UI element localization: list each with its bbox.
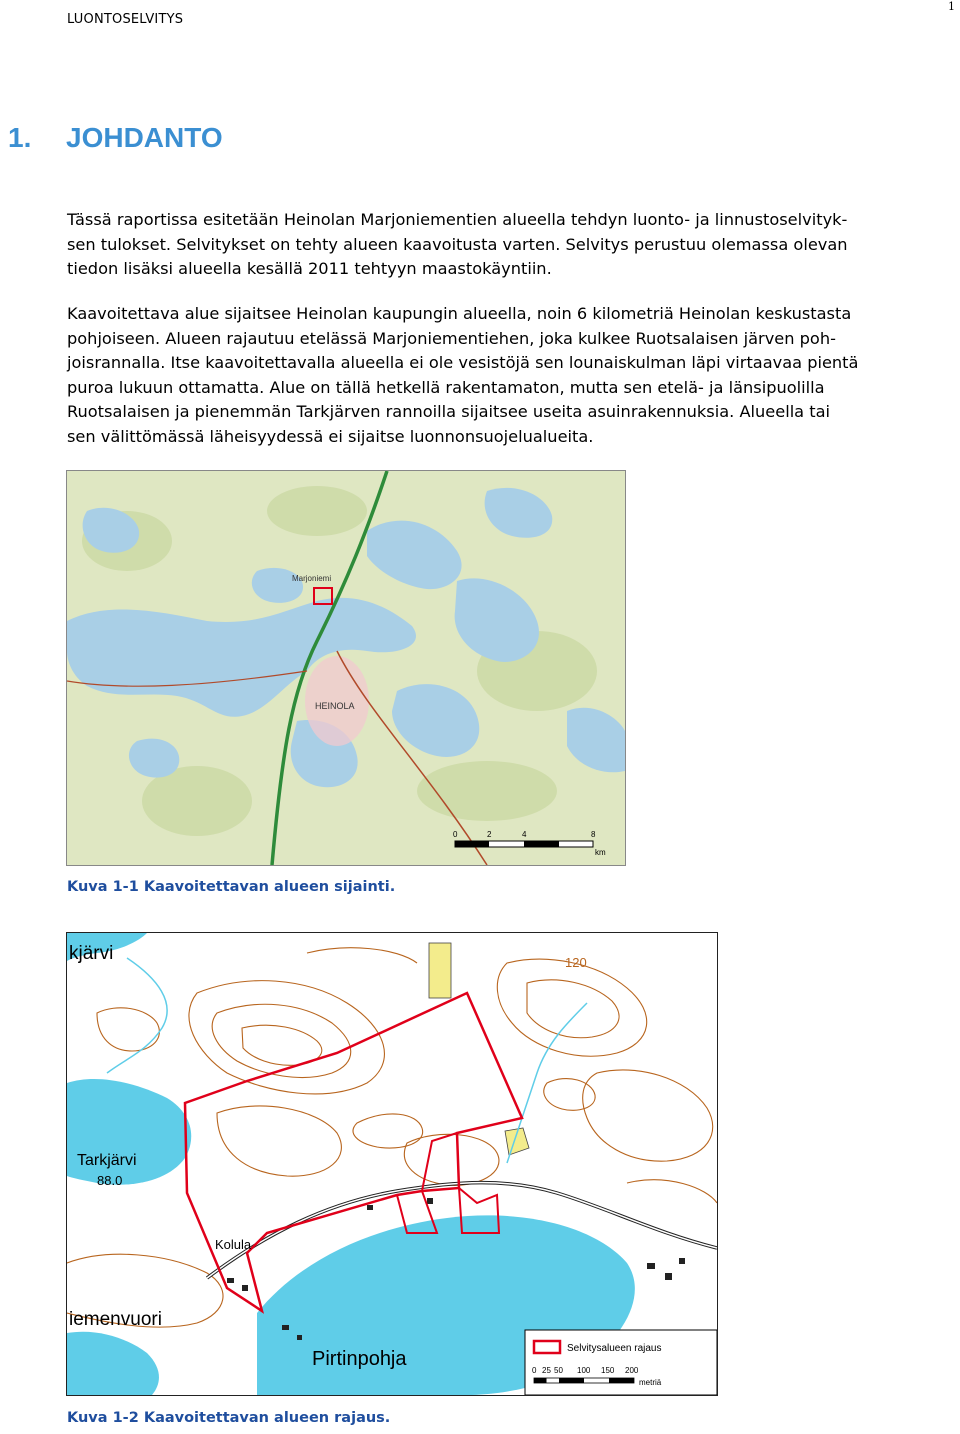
scale-tick: 2 (487, 830, 492, 839)
scale-tick: 0 (453, 830, 458, 839)
scale-tick: 4 (522, 830, 527, 839)
text-line: puroa lukuun ottamatta. Alue on tällä hetkellä rakentamaton, mutta sen etelä- ja länsipuolilla (67, 377, 825, 397)
page-number: 1 (948, 0, 955, 13)
boundary-map (66, 932, 718, 1396)
text-line: sen tulokset. Selvitykset on tehty alueen kaavoitusta varten. Selvitys perustuu olemassa olevan (67, 234, 848, 254)
chapter-heading (8, 122, 223, 154)
lake-elevation-label: 88.0 (97, 1173, 123, 1188)
text-line: tiedon lisäksi alueella kesällä 2011 tehtyyn maastokäyntiin. (67, 259, 552, 278)
scale-tick: 25 (542, 1366, 551, 1375)
scale-tick: 0 (532, 1366, 537, 1375)
scale-tick: 150 (601, 1366, 615, 1375)
location-map (66, 470, 626, 866)
town-label: HEINOLA (315, 701, 355, 711)
contour-label: 120 (565, 955, 587, 970)
running-header: LUONTOSELVITYS (67, 12, 184, 27)
scale-tick: 100 (577, 1366, 591, 1375)
text-line: joisrannalla. Itse kaavoitettavalla alueella ei ole vesistöjä sen lounaiskulman läpi virtaavaa pientä (67, 353, 859, 372)
legend-label: Selvitysalueen rajaus (567, 1343, 662, 1354)
hill-label: iemenvuori (69, 1309, 162, 1330)
boundary-map-graphic (67, 933, 717, 1395)
figure2-caption: Kuva 1-2 Kaavoitettavan alueen rajaus. (67, 1410, 391, 1426)
scale-unit: metriä (639, 1378, 662, 1387)
place-label: Marjoniemi (292, 574, 332, 583)
location-map-graphic (67, 471, 625, 865)
location-paragraph (67, 302, 949, 449)
text-line: Kaavoitettava alue sijaitsee Heinolan kaupungin alueella, noin 6 kilometriä Heinolan keskustasta (67, 304, 852, 323)
scale-unit: km (595, 848, 606, 857)
scale-tick: 200 (625, 1366, 639, 1375)
text-line: Ruotsalaisen ja pienemmän Tarkjärven rannoilla sijaitsee useita asuinrakennuksia. Alueella tai (67, 402, 831, 421)
chapter-number: 1. (8, 122, 32, 153)
lake-name-label: Tarkjärvi (77, 1152, 137, 1169)
intro-paragraph (67, 208, 949, 282)
text-line: sen välittömässä läheisyydessä ei sijaitse luonnonsuojelualueita. (67, 426, 594, 446)
village-label: Kolula (215, 1237, 252, 1252)
chapter-title: JOHDANTO (66, 122, 223, 153)
figure1-caption: Kuva 1-1 Kaavoitettavan alueen sijainti. (67, 879, 396, 895)
scale-tick: 8 (591, 830, 596, 839)
text-line: Tässä raportissa esitetään Heinolan Marjoniementien alueella tehdyn luonto- ja linnustoselvityk- (67, 210, 848, 229)
map2-legend (525, 1330, 717, 1395)
scale-tick: 50 (554, 1366, 563, 1375)
text-line: pohjoiseen. Alueen rajautuu etelässä Marjoniementiehen, joka kulkee Ruotsalaisen järven poh- (67, 328, 836, 348)
lake-label-top: kjärvi (69, 943, 114, 964)
bay-label: Pirtinpohja (312, 1348, 407, 1370)
